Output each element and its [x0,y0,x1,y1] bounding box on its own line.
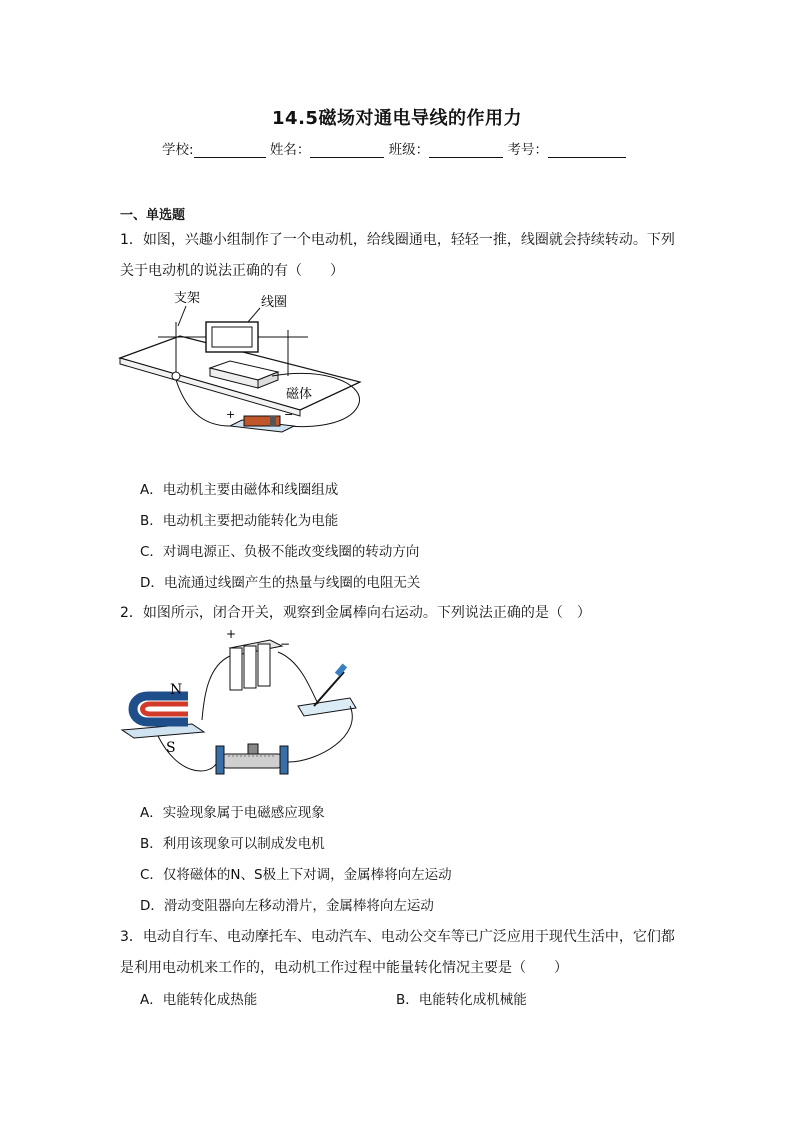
plus-sign: + [226,408,236,421]
q2-option-a[interactable]: A．实验现象属于电磁感应现象 [140,805,325,821]
q1-option-a[interactable]: A．电动机主要由磁体和线圈组成 [140,482,339,498]
q2-circuit-figure [118,626,363,788]
q3-stem-line2: 是利用电动机来工作的，电动机工作过程中能量转化情况主要是（ ） [120,960,568,976]
number-blank[interactable] [548,143,626,158]
class-blank[interactable] [429,143,503,158]
q1-stem-line2: 关于电动机的说法正确的有（ ） [120,263,344,279]
number-label: 考号： [507,142,548,158]
minus-sign: − [284,408,294,421]
battery-plus: + [226,627,237,641]
class-label: 班级： [388,142,430,158]
student-info-row [162,138,626,158]
q2-stem-line1: 2．如图所示，闭合开关，观察到金属棒向右运动。下列说法正确的是（ ） [120,605,591,621]
battery-minus: − [280,637,291,651]
magnet-label: 磁体 [286,387,313,402]
q3-option-a[interactable]: A．电能转化成热能 [140,992,258,1008]
q1-motor-figure [118,286,368,436]
q2-option-d[interactable]: D．滑动变阻器向左移动滑片，金属棒将向左运动 [140,898,434,914]
q1-option-d[interactable]: D．电流通过线圈产生的热量与线圈的电阻无关 [140,575,421,591]
school-label: 学校: [162,142,194,158]
school-blank[interactable] [194,143,266,158]
name-label: 姓名： [269,142,311,158]
south-label: S [166,740,176,756]
q1-option-c[interactable]: C．对调电源正、负极不能改变线圈的转动方向 [140,544,420,560]
q2-option-b[interactable]: B．利用该现象可以制成发电机 [140,836,325,852]
north-label: N [170,682,183,698]
coil-label: 线圈 [261,295,288,310]
name-blank[interactable] [310,143,384,158]
q1-stem-line1: 1．如图，兴趣小组制作了一个电动机，给线圈通电，轻轻一推，线圈就会持续转动。下列 [120,232,675,248]
section-heading: 一、单选题 [120,208,186,223]
page-title: 14.5磁场对通电导线的作用力 [272,108,522,129]
q1-option-b[interactable]: B．电动机主要把动能转化为电能 [140,513,339,529]
q2-option-c[interactable]: C．仅将磁体的N、S极上下对调，金属棒将向左运动 [140,867,452,883]
support-label: 支架 [174,291,201,306]
q3-option-b[interactable]: B．电能转化成机械能 [396,992,527,1008]
q3-stem-line1: 3．电动自行车、电动摩托车、电动汽车、电动公交车等已广泛应用于现代生活中，它们都 [120,929,675,945]
